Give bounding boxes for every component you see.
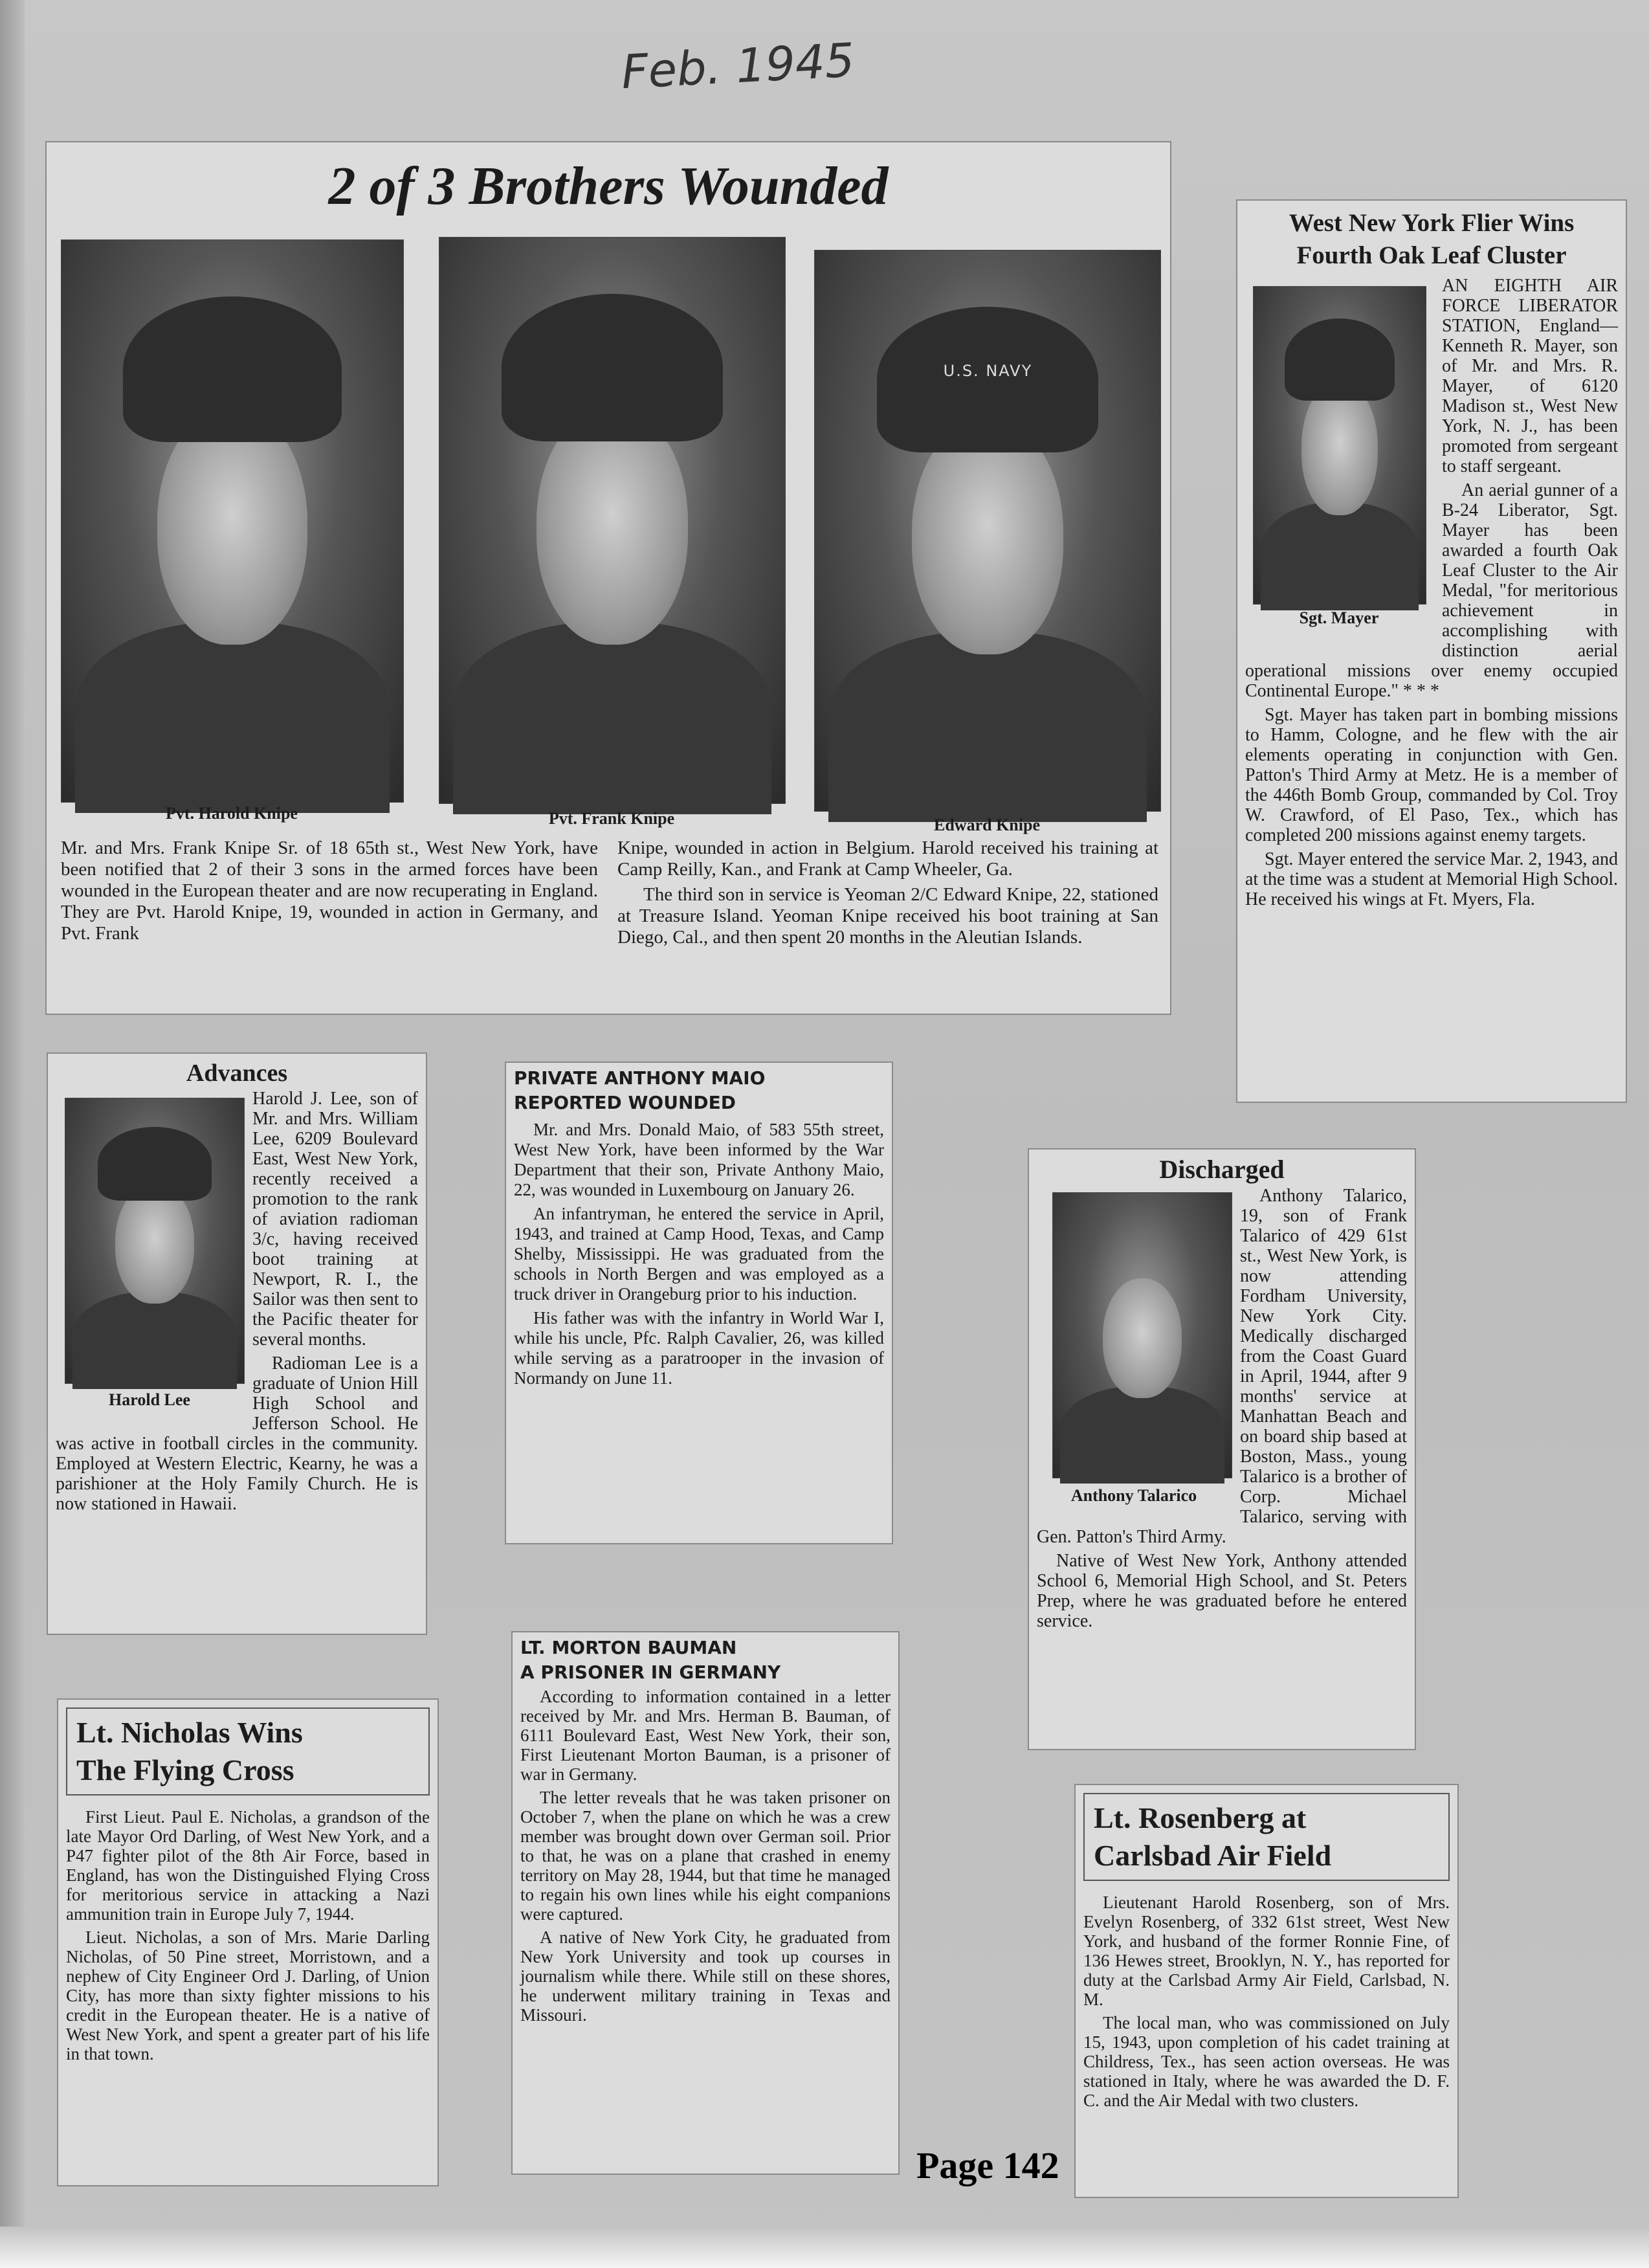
photo-anthony-talarico-face bbox=[1103, 1278, 1181, 1398]
bauman-paragraph-2: The letter reveals that he was taken prisoner on October 7, when the plane on which he was a crew member was brought down over German soil. Prior to that, he was on a plane that crashed in enemy territory on May 28, 1944, but that time he managed to regain his own lines while his eight companions were captured. bbox=[520, 1788, 891, 1924]
advances-paragraph-1: Harold J. Lee, son of Mr. and Mrs. William Lee, 6209 Boulevard East, West New York, recently received a promotion to the rank of aviation radioman 3/c, having received boot training at Newport, R. I., the Sailor was then sent to the Pacific theater for several months. bbox=[252, 1089, 418, 1350]
photo-harold-lee-cap bbox=[98, 1127, 212, 1201]
page-binding-edge bbox=[0, 0, 25, 2268]
advances-photo-block bbox=[56, 1095, 243, 1425]
nicholas-headline-line-1: Lt. Nicholas Wins bbox=[76, 1716, 303, 1749]
rosenberg-paragraph-2: The local man, who was commissioned on July 15, 1943, upon completion of his cadet training at Childress, Tex., has seen action overseas. He was stationed in Italy, where he was awarded the D. F. C. and the Air Medal with two clusters. bbox=[1083, 2013, 1450, 2110]
flier-headline-line-2: Fourth Oak Leaf Cluster bbox=[1296, 241, 1567, 269]
photo-harold-knipe-uniform bbox=[75, 622, 390, 813]
photo-frank-knipe-face bbox=[537, 407, 689, 645]
caption-anthony-talarico: Anthony Talarico bbox=[1070, 1486, 1197, 1505]
page-number: Page 142 bbox=[916, 2144, 1059, 2186]
clipping-rosenberg-carlsbad bbox=[1074, 1784, 1459, 2198]
clipping-bauman-prisoner bbox=[511, 1631, 900, 2175]
photo-sgt-mayer-uniform bbox=[1261, 502, 1419, 610]
maio-paragraph-1: Mr. and Mrs. Donald Maio, of 583 55th street, West New York, have been informed by the War Department that their son, Private Anthony Maio, 22, was wounded in Luxembourg on January 26. bbox=[514, 1120, 884, 1199]
bauman-headline-line-2: A PRISONER IN GERMANY bbox=[520, 1662, 781, 1683]
photo-sgt-mayer bbox=[1253, 286, 1426, 605]
brothers-paragraph-2: Knipe, wounded in action in Belgium. Harold received his training at Camp Reilly, Kan., and Frank at Camp Wheeler, Ga. bbox=[617, 838, 1158, 880]
discharged-photo-block bbox=[1037, 1191, 1231, 1515]
photo-frank-knipe-uniform bbox=[453, 622, 771, 814]
maio-paragraph-2: An infantryman, he entered the service in April, 1943, and trained at Camp Hood, Texas, and Camp Shelby, Mississippi. He was graduated from the schools in North Bergen and was employed as a truck driver in Orangeburg prior to his induction. bbox=[514, 1204, 884, 1304]
advances-paragraph-2: Radioman Lee is a graduate of Union Hill High School and Jefferson School. He was active in football circles in the community. Employed at Western Electric, Kearny, he was a parishioner at the Holy Family Church. He is now stationed in Hawaii. bbox=[56, 1353, 418, 1514]
photo-sgt-mayer-cap bbox=[1285, 318, 1395, 401]
photo-edward-knipe-face bbox=[912, 419, 1064, 654]
page-bottom-edge bbox=[0, 2227, 1649, 2268]
photo-harold-lee bbox=[65, 1098, 245, 1384]
clipping-discharged bbox=[1028, 1148, 1416, 1750]
discharged-paragraph-2: Native of West New York, Anthony attended School 6, Memorial High School, and St. Peters Prep, where he was graduated before he entered service. bbox=[1037, 1551, 1407, 1631]
caption-harold-lee: Harold Lee bbox=[109, 1390, 190, 1409]
maio-paragraph-3: His father was with the infantry in World War I, while his uncle, Pfc. Ralph Cavalier, 26, was killed while serving as a paratrooper in the invasion of Normandy on June 11. bbox=[514, 1308, 884, 1388]
clipping-advances bbox=[47, 1052, 427, 1635]
photo-frank-knipe bbox=[439, 237, 786, 804]
photo-harold-knipe-face bbox=[157, 408, 307, 645]
discharged-headline: Discharged bbox=[1159, 1155, 1285, 1184]
brothers-column-1 bbox=[61, 838, 598, 948]
clipping-flier-oak-leaf bbox=[1236, 199, 1627, 1103]
caption-sgt-mayer: Sgt. Mayer bbox=[1299, 608, 1379, 627]
maio-headline-line-2: REPORTED WOUNDED bbox=[514, 1092, 736, 1113]
photo-edward-knipe-cap bbox=[877, 307, 1098, 452]
handwritten-date: Feb. 1945 bbox=[620, 32, 856, 100]
flier-paragraph-3: Sgt. Mayer has taken part in bombing missions to Hamm, Cologne, and he flew with the air elements operating in conjunction with Gen. Patton's Third Army at Metz. He is a member of the 446th Bomb Group, commanded by Col. Troy W. Crawford, of El Paso, Tex., which has completed 200 missions against enemy targets. bbox=[1245, 705, 1618, 845]
photo-harold-knipe-cap bbox=[123, 296, 342, 443]
photo-edward-knipe bbox=[814, 250, 1161, 812]
brothers-paragraph-1: Mr. and Mrs. Frank Knipe Sr. of 18 65th st., West New York, have been notified that 2 of their 3 sons in the armed forces have been wounded in the European theater and are now recuperating in England. They are Pvt. Harold Knipe, 19, wounded in action in Germany, and Pvt. Frank bbox=[61, 838, 598, 944]
brothers-paragraph-3: The third son in service is Yeoman 2/C Edward Knipe, 22, stationed at Treasure Island. Yeoman Knipe received his boot training at San Diego, Cal., and then spent 20 months in the Aleutian Islands. bbox=[617, 884, 1158, 948]
photo-harold-lee-uniform bbox=[72, 1292, 237, 1389]
rosenberg-headline-line-1: Lt. Rosenberg at bbox=[1094, 1801, 1307, 1834]
bauman-paragraph-1: According to information contained in a letter received by Mr. and Mrs. Herman B. Bauman, of 6111 Boulevard East, West New York, their son, First Lieutenant Morton Bauman, is a prisoner of war in Germany. bbox=[520, 1687, 891, 1784]
photo-anthony-talarico-suit bbox=[1060, 1386, 1224, 1484]
maio-headline-line-1: PRIVATE ANTHONY MAIO bbox=[514, 1067, 766, 1089]
rosenberg-headline-line-2: Carlsbad Air Field bbox=[1094, 1839, 1332, 1872]
nicholas-headline-line-2: The Flying Cross bbox=[76, 1753, 294, 1786]
rosenberg-headline-box bbox=[1083, 1793, 1450, 1881]
brothers-headline: 2 of 3 Brothers Wounded bbox=[328, 156, 889, 216]
nicholas-paragraph-1: First Lieut. Paul E. Nicholas, a grandson of the late Mayor Ord Darling, of West New York, and a P47 fighter pilot of the 8th Air Force, based in England, has won the Distinguished Flying Cross for meritorious service in attacking a Nazi ammunition train in Europe July 7, 1944. bbox=[66, 1807, 430, 1924]
flier-headline-line-1: West New York Flier Wins bbox=[1289, 209, 1575, 237]
photo-edward-knipe-uniform bbox=[828, 632, 1146, 822]
caption-harold-knipe: Pvt. Harold Knipe bbox=[166, 804, 298, 823]
photo-anthony-talarico bbox=[1052, 1192, 1232, 1478]
photo-sgt-mayer-face bbox=[1301, 382, 1377, 515]
rosenberg-paragraph-1: Lieutenant Harold Rosenberg, son of Mrs. Evelyn Rosenberg, of 332 61st street, West New York, and husband of the former Ronnie Fine, of 136 Hewes street, Brooklyn, N. Y., has reported for duty at the Carlsbad Army Air Field, Carlsbad, N. M. bbox=[1083, 1893, 1450, 2009]
nicholas-paragraph-2: Lieut. Nicholas, a son of Mrs. Marie Darling Nicholas, of 50 Pine street, Morristown, and a nephew of City Engineer Ord J. Darling, of Union City, has more than sixty fighter missions to his credit in the European theater. He is a native of West New York, and spent a greater part of his life in that town. bbox=[66, 1928, 430, 2063]
flier-paragraph-2: An aerial gunner of a B-24 Liberator, Sgt. Mayer has been awarded a fourth Oak Leaf Cluster to the Air Medal, "for meritorious achievement in accomplishing with distinction aerial operational missions over enemy occupied Continental Europe." * * * bbox=[1245, 480, 1618, 701]
flier-photo-block bbox=[1245, 280, 1433, 642]
caption-frank-knipe: Pvt. Frank Knipe bbox=[548, 809, 675, 828]
clipping-maio-wounded bbox=[505, 1062, 893, 1544]
photo-harold-lee-face bbox=[115, 1184, 194, 1304]
caption-edward-knipe: Edward Knipe bbox=[934, 816, 1040, 834]
nicholas-headline-box bbox=[66, 1707, 430, 1796]
photo-frank-knipe-cap bbox=[502, 294, 723, 441]
flier-paragraph-1: AN EIGHTH AIR FORCE LIBERATOR STATION, England— Kenneth R. Mayer, son of Mr. and Mrs. R. Mayer, of 6120 Madison st., West New York, N. J., has been promoted from sergeant to staff sergeant. bbox=[1442, 276, 1618, 476]
navy-cap-lettering: U.S. NAVY bbox=[943, 362, 1033, 381]
clipping-nicholas-flying-cross bbox=[57, 1698, 439, 2186]
advances-headline: Advances bbox=[186, 1060, 288, 1087]
flier-paragraph-4: Sgt. Mayer entered the service Mar. 2, 1943, and at the time was a student at Memorial High School. He received his wings at Ft. Myers, Fla. bbox=[1245, 849, 1618, 909]
photo-harold-knipe bbox=[61, 239, 404, 803]
bauman-headline-line-1: LT. MORTON BAUMAN bbox=[520, 1637, 737, 1658]
discharged-paragraph-1: Anthony Talarico, 19, son of Frank Talarico of 429 61st st., West New York, is now attending Fordham University, New York City. Medically discharged from the Coast Guard in April, 1944, after 9 months' service at Manhattan Beach and on board ship based at Boston, Mass., young Talarico is a brother of Corp. Michael Talarico, serving with Gen. Patton's Third Army. bbox=[1037, 1186, 1407, 1547]
brothers-column-2 bbox=[617, 838, 1158, 952]
clipping-brothers-wounded bbox=[45, 141, 1171, 1015]
bauman-paragraph-3: A native of New York City, he graduated from New York University and took up courses in journalism while there. While still on these shores, he underwent military training in Texas and Missouri. bbox=[520, 1928, 891, 2025]
